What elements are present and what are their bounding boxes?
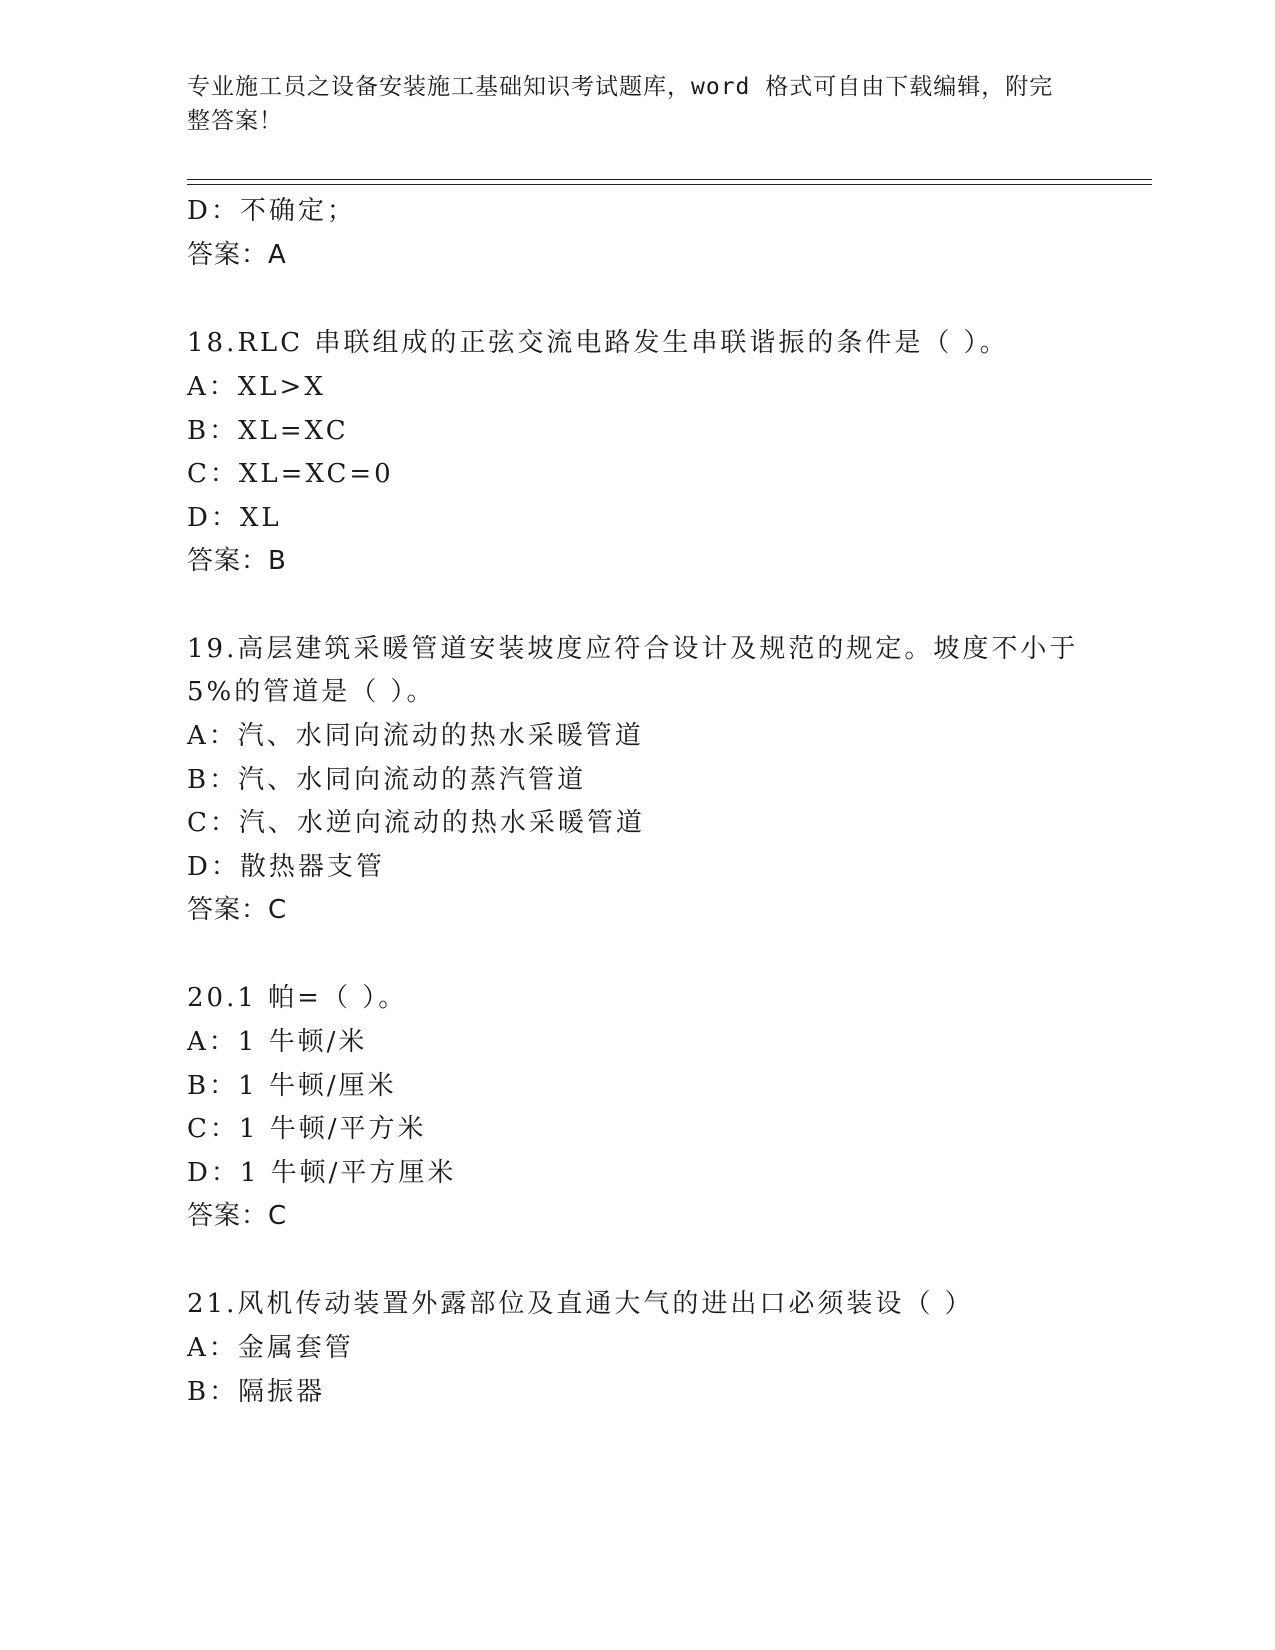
q20-option-a: A：1 牛顿/米 xyxy=(187,1027,368,1057)
header-rule-bottom xyxy=(187,184,1152,185)
q19-option-b: B：汽、水同向流动的蒸汽管道 xyxy=(187,765,587,795)
q19-answer: 答案：C xyxy=(187,895,288,925)
q19-option-a: A：汽、水同向流动的热水采暖管道 xyxy=(187,721,644,751)
q18-stem: 18.RLC 串联组成的正弦交流电路发生串联谐振的条件是（ ）。 xyxy=(187,328,1009,358)
q20-option-b: B：1 牛顿/厘米 xyxy=(187,1071,397,1101)
q19-stem-line-2: 5%的管道是（ ）。 xyxy=(187,677,436,707)
document-header xyxy=(187,70,1067,138)
q18-option-c: C：XL=XC=0 xyxy=(187,459,394,489)
q18-option-a: A：XL>X xyxy=(187,372,326,402)
q18-option-d: D：XL xyxy=(187,503,282,533)
q17-answer: 答案：A xyxy=(187,240,287,270)
q20-option-c: C：1 牛顿/平方米 xyxy=(187,1114,427,1144)
header-line-2: 整答案！ xyxy=(187,108,283,134)
q20-answer: 答案：C xyxy=(187,1201,288,1231)
q21-stem: 21.风机传动装置外露部位及直通大气的进出口必须装设（ ） xyxy=(187,1289,974,1319)
q17-option-d: D：不确定； xyxy=(187,196,356,226)
q20-stem: 20.1 帕=（ ）。 xyxy=(187,983,408,1013)
q18-option-b: B：XL=XC xyxy=(187,416,349,446)
q19-option-c: C：汽、水逆向流动的热水采暖管道 xyxy=(187,808,645,838)
q19-stem-line-1: 19.高层建筑采暖管道安装坡度应符合设计及规范的规定。坡度不小于 xyxy=(187,634,1079,664)
header-line-1: 专业施工员之设备安装施工基础知识考试题库，word 格式可自由下载编辑，附完 xyxy=(187,74,1054,100)
q18-answer: 答案：B xyxy=(187,546,287,576)
header-rule-top xyxy=(187,179,1152,180)
q19-option-d: D：散热器支管 xyxy=(187,852,385,882)
q21-option-b: B：隔振器 xyxy=(187,1377,326,1407)
q21-option-a: A：金属套管 xyxy=(187,1333,354,1363)
q20-option-d: D：1 牛顿/平方厘米 xyxy=(187,1158,457,1188)
